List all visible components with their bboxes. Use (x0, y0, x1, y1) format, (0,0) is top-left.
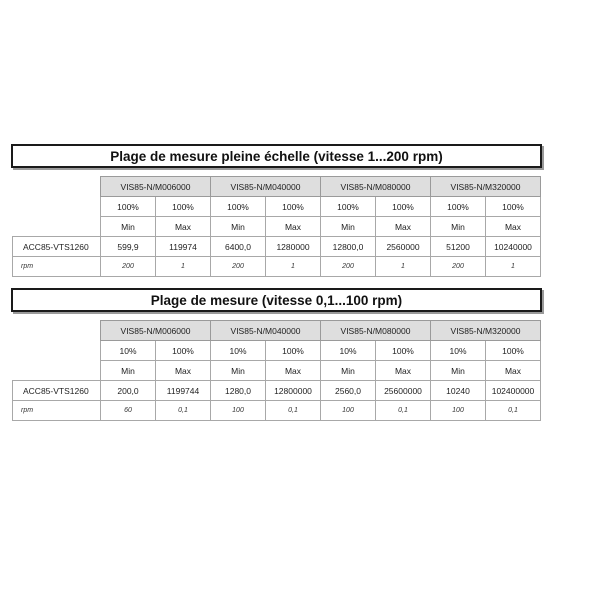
rpm-cell: 0,1 (156, 401, 211, 421)
model-header: VIS85-N/M040000 (211, 177, 321, 197)
rpm-cell: 100 (211, 401, 266, 421)
percent-cell: 100% (156, 341, 211, 361)
rpm-cell: 1 (156, 257, 211, 277)
rpm-cell: 100 (431, 401, 486, 421)
percent-cell: 10% (321, 341, 376, 361)
percent-cell: 100% (266, 341, 321, 361)
empty-corner-cell (13, 177, 101, 197)
model-header: VIS85-N/M080000 (321, 177, 431, 197)
row-label: ACC85-VTS1260 (13, 381, 101, 401)
model-header: VIS85-N/M320000 (431, 177, 541, 197)
data-cell: 2560,0 (321, 381, 376, 401)
percent-cell: 10% (431, 341, 486, 361)
percent-cell: 100% (486, 197, 541, 217)
rpm-row (13, 257, 541, 277)
minmax-cell: Min (211, 361, 266, 381)
rpm-cell: 200 (431, 257, 486, 277)
minmax-cell: Min (211, 217, 266, 237)
rpm-cell: 60 (101, 401, 156, 421)
percent-cell: 100% (486, 341, 541, 361)
rpm-cell: 200 (211, 257, 266, 277)
minmax-row (13, 361, 541, 381)
data-cell: 1280,0 (211, 381, 266, 401)
minmax-cell: Min (431, 361, 486, 381)
rpm-cell: 1 (266, 257, 321, 277)
data-cell: 6400,0 (211, 237, 266, 257)
percent-row (13, 197, 541, 217)
model-header: VIS85-N/M006000 (101, 177, 211, 197)
minmax-cell: Min (321, 217, 376, 237)
minmax-cell: Max (266, 361, 321, 381)
data-cell: 200,0 (101, 381, 156, 401)
empty-corner-cell (13, 321, 101, 341)
minmax-cell: Min (321, 361, 376, 381)
percent-cell: 100% (376, 341, 431, 361)
data-cell: 10240000 (486, 237, 541, 257)
percent-cell: 10% (101, 341, 156, 361)
data-cell: 1199744 (156, 381, 211, 401)
rpm-cell: 1 (376, 257, 431, 277)
data-row (13, 237, 541, 257)
rpm-row (13, 401, 541, 421)
rpm-label: rpm (13, 401, 101, 421)
rpm-cell: 0,1 (376, 401, 431, 421)
data-cell: 51200 (431, 237, 486, 257)
model-header: VIS85-N/M080000 (321, 321, 431, 341)
model-header: VIS85-N/M320000 (431, 321, 541, 341)
rpm-cell: 200 (101, 257, 156, 277)
measurement-table-1 (12, 176, 541, 277)
percent-cell: 100% (431, 197, 486, 217)
table-1-title: Plage de mesure pleine échelle (vitesse 1...200 rpm) (11, 144, 542, 168)
measurement-table-2 (12, 320, 541, 421)
minmax-cell: Min (101, 217, 156, 237)
data-row (13, 381, 541, 401)
minmax-cell: Max (156, 361, 211, 381)
minmax-cell: Max (376, 217, 431, 237)
model-header-row (13, 177, 541, 197)
rpm-label: rpm (13, 257, 101, 277)
empty-label-cell (13, 197, 101, 217)
minmax-cell: Max (266, 217, 321, 237)
rpm-cell: 0,1 (266, 401, 321, 421)
data-cell: 2560000 (376, 237, 431, 257)
rpm-cell: 200 (321, 257, 376, 277)
percent-cell: 100% (101, 197, 156, 217)
data-cell: 12800,0 (321, 237, 376, 257)
table-2-title: Plage de mesure (vitesse 0,1...100 rpm) (11, 288, 542, 312)
data-cell: 102400000 (486, 381, 541, 401)
model-header: VIS85-N/M006000 (101, 321, 211, 341)
rpm-cell: 100 (321, 401, 376, 421)
model-header: VIS85-N/M040000 (211, 321, 321, 341)
data-cell: 1280000 (266, 237, 321, 257)
percent-row (13, 341, 541, 361)
rpm-cell: 0,1 (486, 401, 541, 421)
rpm-cell: 1 (486, 257, 541, 277)
data-cell: 10240 (431, 381, 486, 401)
model-header-row (13, 321, 541, 341)
minmax-cell: Min (101, 361, 156, 381)
data-cell: 599,9 (101, 237, 156, 257)
percent-cell: 100% (211, 197, 266, 217)
minmax-row (13, 217, 541, 237)
data-cell: 25600000 (376, 381, 431, 401)
percent-cell: 100% (321, 197, 376, 217)
data-cell: 119974 (156, 237, 211, 257)
percent-cell: 100% (376, 197, 431, 217)
percent-cell: 10% (211, 341, 266, 361)
empty-label-cell (13, 361, 101, 381)
percent-cell: 100% (156, 197, 211, 217)
empty-label-cell (13, 217, 101, 237)
row-label: ACC85-VTS1260 (13, 237, 101, 257)
minmax-cell: Max (376, 361, 431, 381)
minmax-cell: Min (431, 217, 486, 237)
minmax-cell: Max (156, 217, 211, 237)
percent-cell: 100% (266, 197, 321, 217)
minmax-cell: Max (486, 361, 541, 381)
minmax-cell: Max (486, 217, 541, 237)
data-cell: 12800000 (266, 381, 321, 401)
empty-label-cell (13, 341, 101, 361)
